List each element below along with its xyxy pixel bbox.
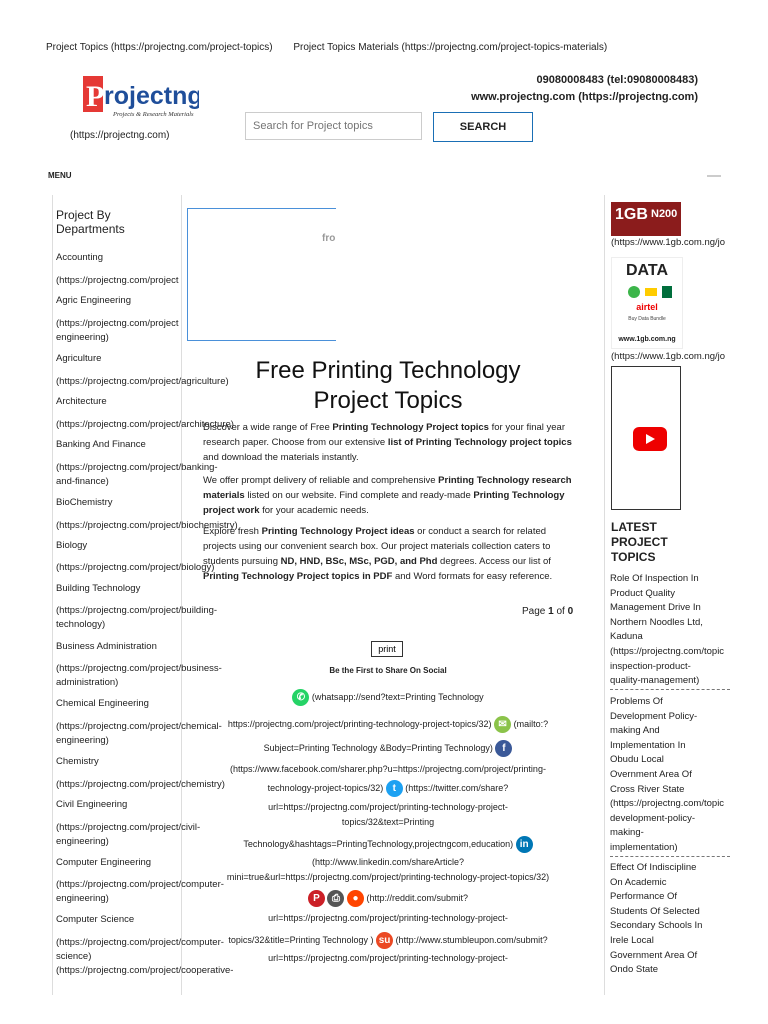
- share-facebook[interactable]: (https://www.facebook.com/sharer.php?u=https://projectng.com/project/printing-: [230, 764, 546, 774]
- sidebar-item-link[interactable]: engineering): [56, 332, 109, 343]
- twitter-icon[interactable]: t: [386, 780, 403, 797]
- nav-link-project-topics-materials[interactable]: Project Topics Materials (https://projectng.com/project-topics-materials): [293, 42, 608, 53]
- sidebar-item-link[interactable]: (https://projectng.com/project/architecture): [56, 419, 234, 430]
- linkedin-icon[interactable]: in: [516, 836, 533, 853]
- intro-paragraph-1: Discover a wide range of Free Printing Technology Project topics for your final year research paper. Choose from our extensive list of Printing Technology project topics and download the materials instantly.: [203, 422, 572, 463]
- sidebar-item-computer-science[interactable]: Computer Science: [56, 914, 135, 925]
- latest-topic-item[interactable]: Problems Of Development Policy- making And Implementation In Obudu Local Overnment Area Of Cross River State (https://projectng.com/topic development-policy- making- implementation): [610, 695, 730, 857]
- sidebar-item-accounting[interactable]: Accounting: [56, 252, 104, 263]
- share-heading: Be the First to Share On Social: [329, 666, 447, 675]
- network-logo-icon: [628, 286, 640, 298]
- sidebar-item-link[interactable]: (https://projectng.com/project: [56, 275, 179, 286]
- sidebar-item-biochemistry[interactable]: BioChemistry: [56, 497, 113, 508]
- ad-data-title: DATA: [625, 262, 669, 279]
- ad-caption: Buy Data Bundle: [628, 316, 666, 322]
- website-link[interactable]: www.projectng.com (https://projectng.com): [471, 91, 698, 103]
- share-email[interactable]: https://projectng.com/project/printing-technology-project-topics/32) ✉ (mailto:?: [200, 716, 576, 733]
- phone-link[interactable]: 09080008483 (tel:09080008483): [536, 74, 698, 86]
- ad-banner-1gb[interactable]: [611, 202, 681, 236]
- logo-tagline: Projects & Research Materials: [113, 111, 194, 118]
- sidebar-item-link[interactable]: engineering): [56, 735, 109, 746]
- site-logo[interactable]: [83, 74, 199, 124]
- logo-link-caption[interactable]: (https://projectng.com): [70, 130, 170, 141]
- search-button[interactable]: SEARCH: [433, 112, 533, 142]
- sidebar-item-agriculture[interactable]: Agriculture: [56, 353, 102, 364]
- share-linkedin[interactable]: (http://www.linkedin.com/shareArticle?: [311, 857, 465, 867]
- svg-text:P: P: [86, 80, 105, 113]
- email-icon[interactable]: ✉: [494, 716, 511, 733]
- sidebar-item-link[interactable]: (https://projectng.com/project/chemical-: [56, 721, 222, 732]
- sidebar-item-link[interactable]: (https://projectng.com/project/cooperative-: [56, 965, 234, 976]
- sidebar-item-link[interactable]: administration): [56, 677, 119, 688]
- ad-text: fro: [322, 233, 336, 244]
- nav-link-project-topics[interactable]: Project Topics (https://projectng.com/project-topics): [46, 42, 273, 53]
- sidebar-item-business-administration[interactable]: Business Administration: [56, 641, 157, 652]
- airtel-logo: airtel: [636, 302, 658, 312]
- sidebar-item-link[interactable]: (https://projectng.com/project/chemistry): [56, 779, 225, 790]
- sidebar-item-link[interactable]: (https://projectng.com/project/civil-: [56, 822, 201, 833]
- youtube-play-icon[interactable]: [633, 427, 667, 451]
- sidebar-item-agric-engineering[interactable]: Agric Engineering: [56, 295, 131, 306]
- share-twitter-url[interactable]: url=https://projectng.com/project/printing-technology-project-: [268, 802, 508, 812]
- menu-bar-icon[interactable]: [707, 175, 721, 177]
- sidebar-item-banking-and-finance[interactable]: Banking And Finance: [56, 439, 146, 450]
- share-reddit[interactable]: P ⎙ ● (http://reddit.com/submit?: [200, 890, 576, 907]
- latest-topic-item[interactable]: Role Of Inspection In Product Quality Management Drive In Northern Noodles Ltd, Kaduna (https://projectng.com/topic inspection-product- quality-management): [610, 572, 730, 690]
- whatsapp-icon[interactable]: ✆: [292, 689, 309, 706]
- ad-link[interactable]: (https://www.1gb.com.ng/jo: [611, 351, 726, 362]
- ad-price: N200: [651, 208, 678, 220]
- stumbleupon-icon[interactable]: su: [376, 932, 393, 949]
- ad-site: www.1gb.com.ng: [618, 336, 676, 343]
- sidebar-item-link[interactable]: technology): [56, 619, 106, 630]
- network-logo-icon: [645, 288, 657, 296]
- sidebar-item-link[interactable]: (https://projectng.com/project/banking-: [56, 462, 218, 473]
- share-twitter-text[interactable]: topics/32&text=Printing: [341, 817, 435, 827]
- ad-frame[interactable]: [187, 208, 336, 341]
- latest-topics-heading: LATEST PROJECT TOPICS: [611, 520, 668, 564]
- search-input[interactable]: [245, 112, 422, 140]
- sidebar-item-computer-engineering[interactable]: Computer Engineering: [56, 857, 152, 868]
- ad-1gb-text: 1GB: [615, 206, 648, 223]
- sidebar-item-link[interactable]: (https://projectng.com/project/computer-: [56, 937, 224, 948]
- svg-text:rojectng: rojectng: [104, 82, 199, 110]
- share-linkedin-url[interactable]: mini=true&url=https://projectng.com/project/printing-technology-project-topics/32): [226, 872, 550, 882]
- intro-paragraph-2: We offer prompt delivery of reliable and comprehensive Printing Technology research materials listed on our website. Find complete and ready-made Printing Technology project work for your academic needs.: [203, 475, 572, 516]
- ad-data-bundle[interactable]: [611, 257, 683, 349]
- reddit-icon[interactable]: ●: [347, 890, 364, 907]
- menu-toggle[interactable]: MENU: [48, 171, 72, 180]
- share-stumbleupon-url[interactable]: url=https://projectng.com/project/printing-technology-project-: [268, 953, 508, 963]
- sidebar-item-biology[interactable]: Biology: [56, 540, 88, 551]
- share-whatsapp[interactable]: ✆ (whatsapp://send?text=Printing Technology: [200, 689, 576, 706]
- sidebar-item-link[interactable]: (https://projectng.com/project/biology): [56, 562, 215, 573]
- sidebar-item-link[interactable]: (https://projectng.com/project: [56, 318, 179, 329]
- print-button[interactable]: print: [371, 641, 403, 657]
- sidebar-item-chemistry[interactable]: Chemistry: [56, 756, 99, 767]
- sidebar-item-chemical-engineering[interactable]: Chemical Engineering: [56, 698, 149, 709]
- share-twitter-hashtags[interactable]: Technology&hashtags=PrintingTechnology,projectngcom,education) in: [200, 836, 576, 853]
- print-icon[interactable]: ⎙: [327, 890, 344, 907]
- share-email-subject[interactable]: Subject=Printing Technology &Body=Printing Technology) f: [200, 740, 576, 757]
- sidebar-item-architecture[interactable]: Architecture: [56, 396, 107, 407]
- page-title: Free Printing Technology Project Topics: [255, 357, 521, 414]
- share-twitter[interactable]: technology-project-topics/32) t (https://twitter.com/share?: [200, 780, 576, 797]
- sidebar-item-link[interactable]: engineering): [56, 836, 109, 847]
- share-stumbleupon[interactable]: topics/32&title=Printing Technology ) su (http://www.stumbleupon.com/submit?: [200, 932, 576, 949]
- top-nav: [46, 42, 625, 53]
- sidebar-item-link[interactable]: engineering): [56, 893, 109, 904]
- sidebar-item-link[interactable]: and-finance): [56, 476, 109, 487]
- pagination-info: Page 1 of 0: [522, 606, 574, 617]
- sidebar-item-civil-engineering[interactable]: Civil Engineering: [56, 799, 128, 810]
- contact-info: [471, 72, 698, 106]
- facebook-icon[interactable]: f: [495, 740, 512, 757]
- sidebar-item-link[interactable]: (https://projectng.com/project/agriculture): [56, 376, 229, 387]
- sidebar-item-link[interactable]: (https://projectng.com/project/building-: [56, 605, 218, 616]
- sidebar-item-link[interactable]: (https://projectng.com/project/business-: [56, 663, 222, 674]
- sidebar-item-building-technology[interactable]: Building Technology: [56, 583, 141, 594]
- sidebar-item-link[interactable]: (https://projectng.com/project/biochemistry): [56, 520, 238, 531]
- sidebar-item-link[interactable]: (https://projectng.com/project/computer-: [56, 879, 224, 890]
- intro-paragraph-3: Explore fresh Printing Technology Project ideas or conduct a search for related projects using our convenient search box. Our project materials collection caters to students pursuing ND, HND, BSc, MSc, PGD, and Phd degrees. Access our list of Printing Technology Project topics in PDF and Word formats for easy reference.: [203, 526, 553, 582]
- pinterest-icon[interactable]: P: [308, 890, 325, 907]
- sidebar-item-link[interactable]: science): [56, 951, 92, 962]
- network-logo-icon: [662, 286, 672, 298]
- sidebar-title: Project By Departments: [56, 208, 125, 236]
- share-reddit-url[interactable]: url=https://projectng.com/project/printing-technology-project-: [268, 913, 508, 923]
- latest-topic-item[interactable]: Effect Of Indiscipline On Academic Performance Of Students Of Selected Secondary Schools In Irele Local Government Area Of Ondo State: [610, 862, 703, 976]
- ad-link[interactable]: (https://www.1gb.com.ng/jo: [611, 237, 726, 248]
